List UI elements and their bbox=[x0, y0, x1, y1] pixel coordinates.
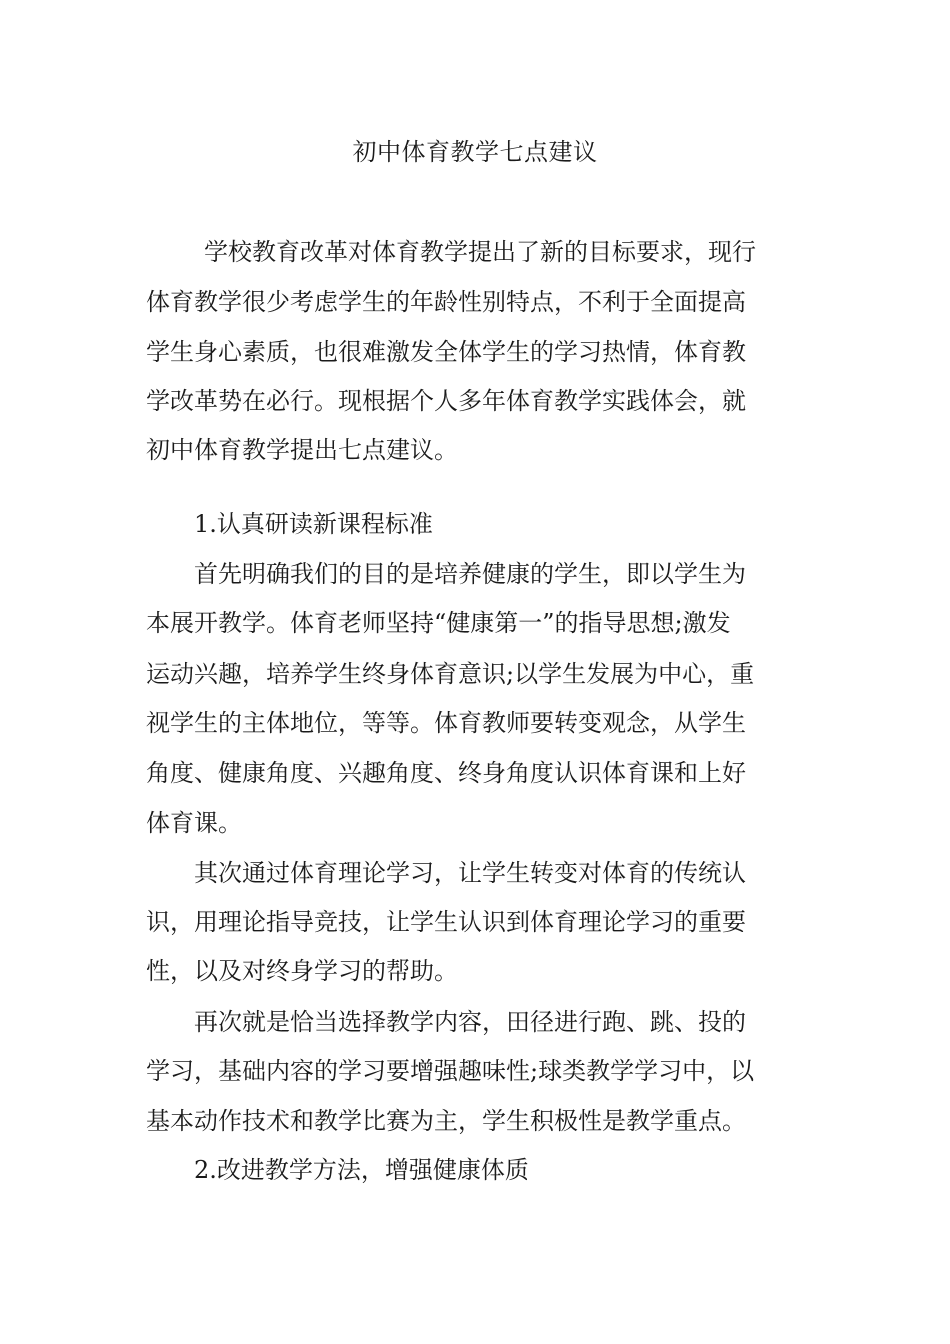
paragraph-line: 基本动作技术和教学比赛为主，学生积极性是教学重点。 bbox=[146, 1107, 746, 1135]
paragraph-line: 运动兴趣，培养学生终身体育意识;以学生发展为中心，重 bbox=[146, 660, 755, 688]
paragraph-line: 学生身心素质，也很难激发全体学生的学习热情，体育教 bbox=[146, 338, 746, 366]
section-heading: 2.改进教学方法，增强健康体质 bbox=[194, 1156, 529, 1184]
paragraph-line: 视学生的主体地位，等等。体育教师要转变观念，从学生 bbox=[146, 709, 746, 737]
paragraph-line: 识，用理论指导竞技，让学生认识到体育理论学习的重要 bbox=[146, 908, 746, 936]
paragraph-line: 学校教育改革对体育教学提出了新的目标要求，现行 bbox=[204, 238, 756, 266]
paragraph-line: 体育教学很少考虑学生的年龄性别特点，不利于全面提高 bbox=[146, 288, 746, 316]
paragraph-line: 性，以及对终身学习的帮助。 bbox=[146, 957, 458, 985]
paragraph-line: 初中体育教学提出七点建议。 bbox=[146, 436, 458, 464]
paragraph-line: 体育课。 bbox=[146, 809, 242, 837]
paragraph-line: 学改革势在必行。现根据个人多年体育教学实践体会，就 bbox=[146, 387, 746, 415]
paragraph-line: 角度、健康角度、兴趣角度、终身角度认识体育课和上好 bbox=[146, 759, 746, 787]
section-heading: 1.认真研读新课程标准 bbox=[194, 510, 433, 538]
paragraph-line: 本展开教学。体育老师坚持“健康第一”的指导思想;激发 bbox=[146, 609, 731, 637]
paragraph-line: 首先明确我们的目的是培养健康的学生，即以学生为 bbox=[194, 560, 746, 588]
paragraph-line: 学习，基础内容的学习要增强趣味性;球类教学学习中，以 bbox=[146, 1057, 755, 1085]
paragraph-line: 其次通过体育理论学习，让学生转变对体育的传统认 bbox=[194, 859, 746, 887]
paragraph-line: 再次就是恰当选择教学内容，田径进行跑、跳、投的 bbox=[194, 1008, 746, 1036]
document-title: 初中体育教学七点建议 bbox=[352, 138, 598, 166]
